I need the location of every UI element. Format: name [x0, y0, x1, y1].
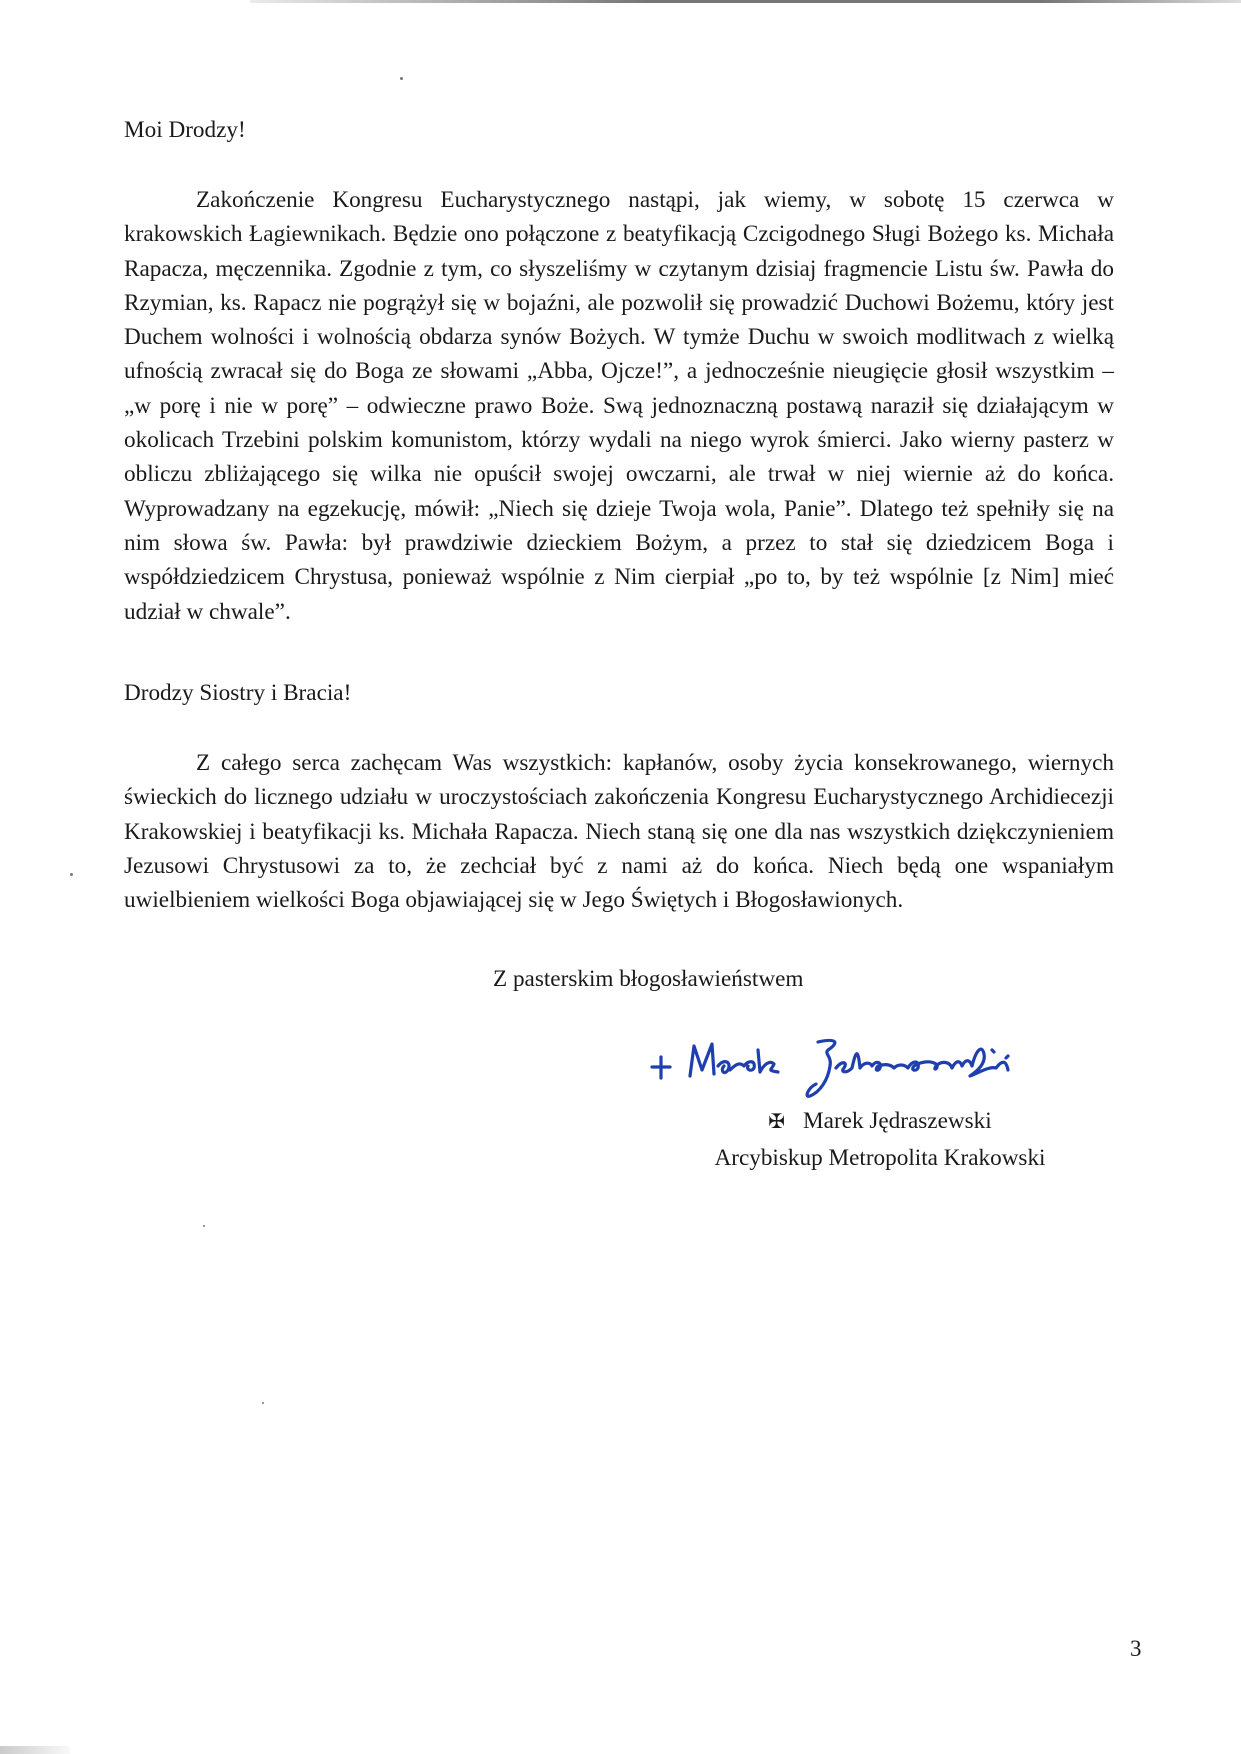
handwritten-signature	[640, 1020, 1100, 1110]
greeting-2: Drodzy Siostry i Bracia!	[124, 680, 352, 706]
letter-paragraph-1	[124, 183, 1114, 629]
scan-edge-top	[250, 0, 1241, 3]
signer-block	[670, 1103, 1090, 1176]
scan-edge-bottom-left	[0, 1746, 70, 1754]
cross-icon: ✠	[768, 1111, 786, 1133]
signer-name: Marek Jędraszewski	[803, 1108, 992, 1134]
signer-title: Arcybiskup Metropolita Krakowski	[714, 1145, 1046, 1171]
scan-speck	[70, 873, 73, 876]
paragraph-text: Zakończenie Kongresu Eucharystycznego nastąpi, jak wiemy, w sobotę 15 czerwca w krakowskich Łagiewnikach. Będzie ono połączone z beatyfikacją Czcigodnego Sługi Bożego ks. Michała Rapacza, męczennika. Zgodnie z tym, co słyszeliśmy w czytanym dzisiaj fragmencie Listu św. Pawła do Rzymian, ks. Rapacz nie pogrążył się w bojaźni, ale pozwolił się prowadzić Duchowi Bożemu, który jest Duchem wolności i wolnością obdarza synów Bożych. W tymże Duchu w swoich modlitwach z wielką ufnością zwracał się do Boga ze słowami „Abba, Ojcze!”, a jednocześnie nieugięcie głosił wszystkim – „w porę i nie w porę” – odwieczne prawo Boże. Swą jednoznaczną postawą naraził się działającym w okolicach Trzebini polskim komunistom, którzy wydali na niego wyrok śmierci. Jako wierny pasterz w obliczu zbliżającego się wilka nie opuścił swojej owczarni, ale trwał w niej wiernie aż do końca. Wyprowadzany na egzekucję, mówił: „Niech się dzieje Twoja wola, Panie”. Dlatego też spełniły się na nim słowa św. Pawła: był prawdziwie dzieckiem Bożym, a przez to stał się dziedzicem Boga i współdziedzicem Chrystusa, ponieważ wspólnie z Nim cierpiał „po to, by też wspólnie [z Nim] mieć udział w chwale”.	[124, 187, 1114, 625]
closing-line: Z pasterskim błogosławieństwem	[493, 966, 804, 992]
scan-speck	[262, 1402, 264, 1404]
signer-name-line	[670, 1103, 1090, 1140]
page-number: 3	[1130, 1636, 1142, 1661]
greeting: Moi Drodzy!	[124, 117, 246, 143]
paragraph-text: Z całego serca zachęcam Was wszystkich: kapłanów, osoby życia konsekrowanego, wiernych świeckich do licznego udziału w uroczystościach zakończenia Kongresu Eucharystycznego Archidiecezji Krakowskiej i beatyfikacji ks. Michała Rapacza. Niech staną się one dla nas wszystkich dziękczynieniem Jezusowi Chrystusowi za to, że zechciał być z nami aż do końca. Niech będą one wspaniałym uwielbieniem wielkości Boga objawiającej się w Jego Świętych i Błogosławionych.	[124, 750, 1114, 914]
scan-speck	[203, 1225, 205, 1227]
letter-paragraph-2	[124, 746, 1114, 917]
scan-speck	[400, 77, 403, 80]
